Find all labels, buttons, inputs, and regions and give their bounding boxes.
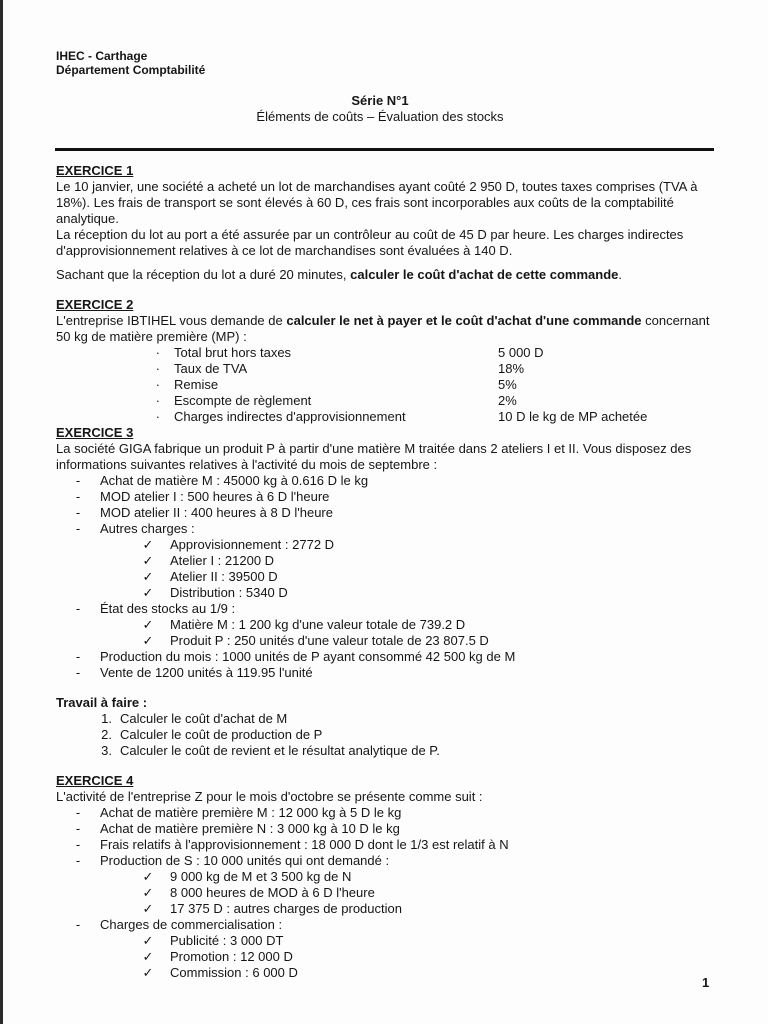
department-name: Département Comptabilité — [56, 63, 206, 77]
exercise-4 — [56, 773, 716, 981]
exercise-3-heading: EXERCICE 3 — [56, 425, 134, 440]
exercise-3 — [56, 425, 716, 759]
exercise-1-question: Sachant que la réception du lot a duré 20 minutes, calculer le coût d'achat de cette commande. — [56, 267, 623, 282]
check-item: ✓ 17 375 D : autres charges de production — [142, 901, 402, 916]
exercise-3-travail: Travail à faire : — [56, 695, 148, 710]
check-item: ✓ Atelier I : 21200 D — [142, 553, 275, 568]
exercise-1-para-1: Le 10 janvier, une société a acheté un lot de marchandises ayant coûté 2 950 D, toutes taxes comprises (TVA à 18%). Les frais de transport se sont élevés à 60 D, ces frais sont incorporables aux coûts de la comptabilité analytique. — [56, 179, 698, 226]
check-item: ✓ Publicité : 3 000 DT — [142, 933, 284, 948]
content — [56, 163, 716, 981]
exercise-1-para-2: La réception du lot au port a été assurée par un contrôleur au coût de 45 D par heure. Les charges indirectes d'approvisionnement relatives à ce lot de marchandises sont évaluées à 140 D. — [56, 227, 684, 258]
exercise-1-heading: EXERCICE 1 — [56, 163, 134, 178]
header — [56, 49, 205, 77]
serie-title: Série N°1 — [351, 93, 409, 108]
list-item: - Achat de matière première N : 3 000 kg à 10 D le kg — [75, 821, 400, 836]
exercise-4-intro: L'activité de l'entreprise Z pour le mois d'octobre se présente comme suit : — [56, 789, 483, 804]
list-item: - État des stocks au 1/9 : — [75, 601, 236, 616]
institution-name: IHEC - Carthage — [56, 49, 148, 63]
check-item: ✓ Matière M : 1 200 kg d'une valeur totale de 739.2 D — [142, 617, 466, 632]
check-item: ✓ Distribution : 5340 D — [142, 585, 288, 600]
document-title — [240, 93, 520, 125]
list-item: - Autres charges : — [75, 521, 195, 536]
list-item: - Achat de matière première M : 12 000 kg à 5 D le kg — [75, 805, 402, 820]
check-item: ✓ Produit P : 250 unités d'une valeur totale de 23 807.5 D — [142, 633, 489, 648]
scan-edge — [0, 0, 3, 1024]
check-item: ✓ Promotion : 12 000 D — [142, 949, 293, 964]
list-item: - MOD atelier II : 400 heures à 8 D l'heure — [75, 505, 333, 520]
check-item: ✓ 9 000 kg de M et 3 500 kg de N — [142, 869, 352, 884]
task-item: 3. Calculer le coût de revient et le résultat analytique de P. — [101, 743, 440, 758]
task-item: 1. Calculer le coût d'achat de M — [101, 711, 288, 726]
exercise-2-item: · Charges indirectes d'approvisionnement 10 D le kg de MP achetée — [155, 409, 648, 424]
exercise-2-intro: L'entreprise IBTIHEL vous demande de calculer le net à payer et le coût d'achat d'une commande concernant 50 kg de matière première (MP) : — [56, 313, 710, 344]
check-item: ✓ Commission : 6 000 D — [142, 965, 298, 980]
exercise-2 — [56, 297, 716, 425]
exercise-2-heading: EXERCICE 2 — [56, 297, 134, 312]
list-item: - Achat de matière M : 45000 kg à 0.616 D le kg — [75, 473, 369, 488]
check-item: ✓ Atelier II : 39500 D — [142, 569, 278, 584]
exercise-2-item: · Remise 5% — [155, 377, 517, 392]
exercise-3-intro: La société GIGA fabrique un produit P à partir d'une matière M traitée dans 2 ateliers I et II. Vous disposez des informations suivantes relatives à l'activité du mois de septembre : — [56, 441, 692, 472]
exercise-2-item: · Total brut hors taxes 5 000 D — [155, 345, 544, 360]
check-item: ✓ 8 000 heures de MOD à 6 D l'heure — [142, 885, 375, 900]
exercise-1 — [56, 163, 716, 283]
exercise-2-item: · Taux de TVA 18% — [155, 361, 525, 376]
exercise-2-item: · Escompte de règlement 2% — [155, 393, 517, 408]
list-item: - Production du mois : 1000 unités de P ayant consommé 42 500 kg de M — [75, 649, 516, 664]
list-item: - Vente de 1200 unités à 119.95 l'unité — [75, 665, 313, 680]
task-item: 2. Calculer le coût de production de P — [101, 727, 323, 742]
page-number: 1 — [702, 975, 710, 990]
exercise-4-heading: EXERCICE 4 — [56, 773, 134, 788]
list-item: - Production de S : 10 000 unités qui ont demandé : — [75, 853, 390, 868]
check-item: ✓ Approvisionnement : 2772 D — [142, 537, 335, 552]
list-item: - Frais relatifs à l'approvisionnement : 18 000 D dont le 1/3 est relatif à N — [75, 837, 509, 852]
serie-subtitle: Éléments de coûts – Évaluation des stocks — [256, 109, 504, 124]
list-item: - MOD atelier I : 500 heures à 6 D l'heure — [75, 489, 330, 504]
list-item: - Charges de commercialisation : — [75, 917, 283, 932]
title-rule — [55, 148, 714, 151]
